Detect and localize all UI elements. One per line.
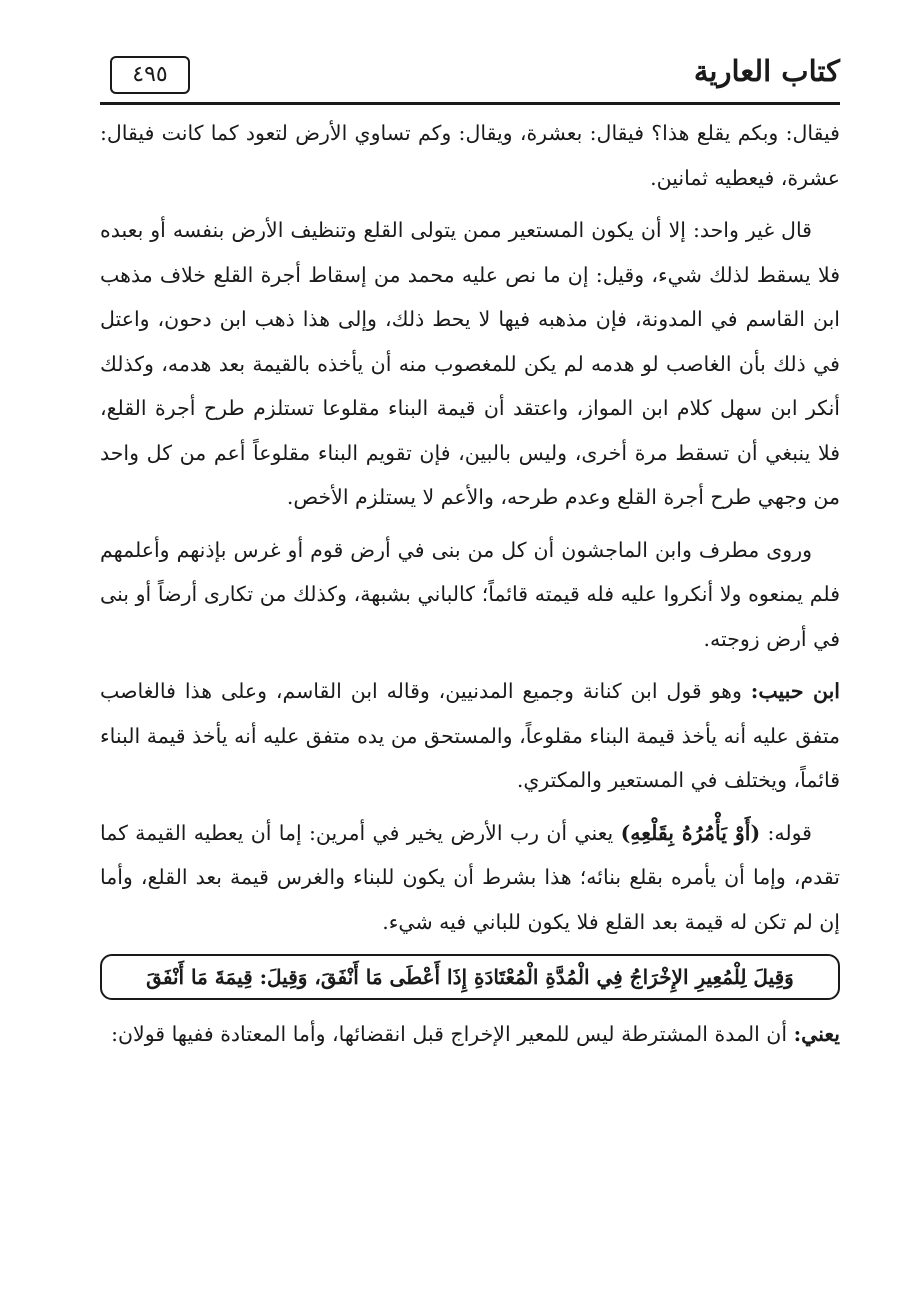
book-page — [100, 50, 840, 1065]
body-text — [100, 111, 840, 1057]
running-title: كتاب العارية — [693, 54, 840, 88]
paragraph-4-lead: ابن حبيب: — [750, 679, 841, 703]
paragraph-4-text: وهو قول ابن كنانة وجميع المدنيين، وقاله ابن القاسم، وعلى هذا فالغاصب متفق عليه أنه يأخذ قيمة البناء مقلوعاً، والمستحق من يده متفق عليه أنه يأخذ قيمة البناء قائماً، ويختلف في المستعير والمكتري. — [100, 679, 840, 792]
paragraph-5-quote: (أَوْ يَأْمُرُهُ بِقَلْعِهِ) — [620, 820, 761, 845]
paragraph-3-text: وروى مطرف وابن الماجشون أن كل من بنى في أرض قوم أو غرس بإذنهم وأعلمهم فلم يمنعوه ولا أنكروا عليه فله قيمته قائماً؛ كالباني بشبهة، وكذلك من تكارى أرضاً أو بنى في أرض زوجته. — [100, 537, 840, 651]
paragraph-5-text: يعني أن رب الأرض يخير في أمرين: إما أن يعطيه القيمة كما تقدم، وإما أن يأمره بقلع بنائه؛ هذا بشرط أن يكون للبناء والغرس قيمة بعد القلع، وأما إن لم تكن له قيمة بعد القلع فلا يكون للباني فيه شيء. — [100, 820, 840, 934]
page-number: ٤٩٥ — [110, 56, 190, 94]
paragraph-3 — [100, 528, 840, 662]
paragraph-1 — [100, 111, 840, 200]
paragraph-2-text: قال غير واحد: إلا أن يكون المستعير ممن يتولى القلع وتنظيف الأرض بنفسه أو بعبده فلا يسقط لذلك شيء، وقيل: إن ما نص عليه محمد من إسقاط أجرة القلع خلاف مذهب ابن القاسم في المدونة، فإن مذهبه فيها لا يحط ذلك، وإلى هذا ذهب ابن دحون، واعتل في ذلك بأن الغاصب لو هدمه لم يكن للمغصوب منه أن يأخذه بالقيمة بعد هدمه، وكذلك أنكر ابن سهل كلام ابن المواز، واعتقد أن قيمة البناء مقلوعا تستلزم طرح أجرة القلع، فلا ينبغي أن تسقط مرة أخرى، وليس بالبين، فإن تقويم البناء مقلوعاً أعم من كل واحد من وجهي طرح أجرة القلع وعدم طرحه، والأعم لا يستلزم الأخص. — [100, 218, 840, 509]
paragraph-2 — [100, 208, 840, 520]
paragraph-5 — [100, 811, 840, 945]
paragraph-4 — [100, 669, 840, 803]
paragraph-6-lead: يعني: — [793, 1022, 840, 1046]
page-header — [100, 50, 840, 105]
paragraph-6 — [100, 1012, 840, 1057]
paragraph-6-text: أن المدة المشترطة ليس للمعير الإخراج قبل انقضائها، وأما المعتادة ففيها قولان: — [111, 1022, 794, 1046]
matn-box: وَقِيلَ لِلْمُعِيرِ الإِخْرَاجُ فِي الْمُدَّةِ الْمُعْتَادَةِ إِذَا أَعْطَى مَا أَنْفَقَ، وَقِيلَ: قِيمَةَ مَا أَنْفَقَ — [100, 954, 840, 1000]
paragraph-5-lead: قوله: — [760, 820, 812, 845]
paragraph-1-text: فيقال: وبكم يقلع هذا؟ فيقال: بعشرة، ويقال: وكم تساوي الأرض لتعود كما كانت فيقال: عشرة، فيعطيه ثمانين. — [100, 121, 840, 190]
